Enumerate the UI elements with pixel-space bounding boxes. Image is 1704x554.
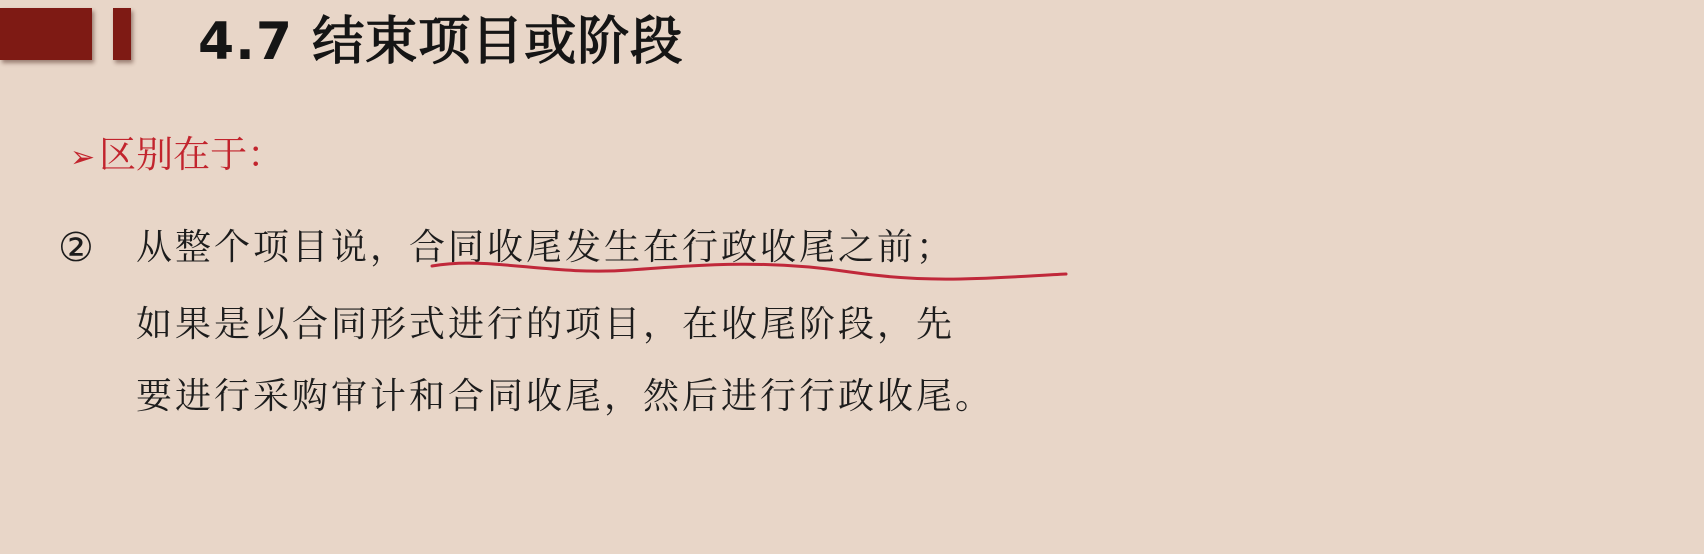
line1-underlined-text: 合同收尾发生在行政收尾之前 [409,227,917,268]
line1-lead-text: 从整个项目说， [136,227,410,268]
body-line-3: 要进行采购审计和合同收尾，然后进行行政收尾。 [136,376,995,417]
body-line-2: 如果是以合同形式进行的项目，在收尾阶段，先 [136,304,956,345]
arrow-bullet-icon: ➢ [70,140,96,175]
circled-number-two: ② [58,225,94,271]
handwritten-underline-annotation [430,256,1070,290]
title-accent-bar-large [0,8,92,60]
page-title: 4.7 结束项目或阶段 [198,12,684,72]
bullet-heading [70,130,284,180]
title-accent-bar-small [113,8,131,60]
bullet-heading-text: 区别在于： [99,133,285,176]
line1-tail-punct: ； [916,227,956,268]
